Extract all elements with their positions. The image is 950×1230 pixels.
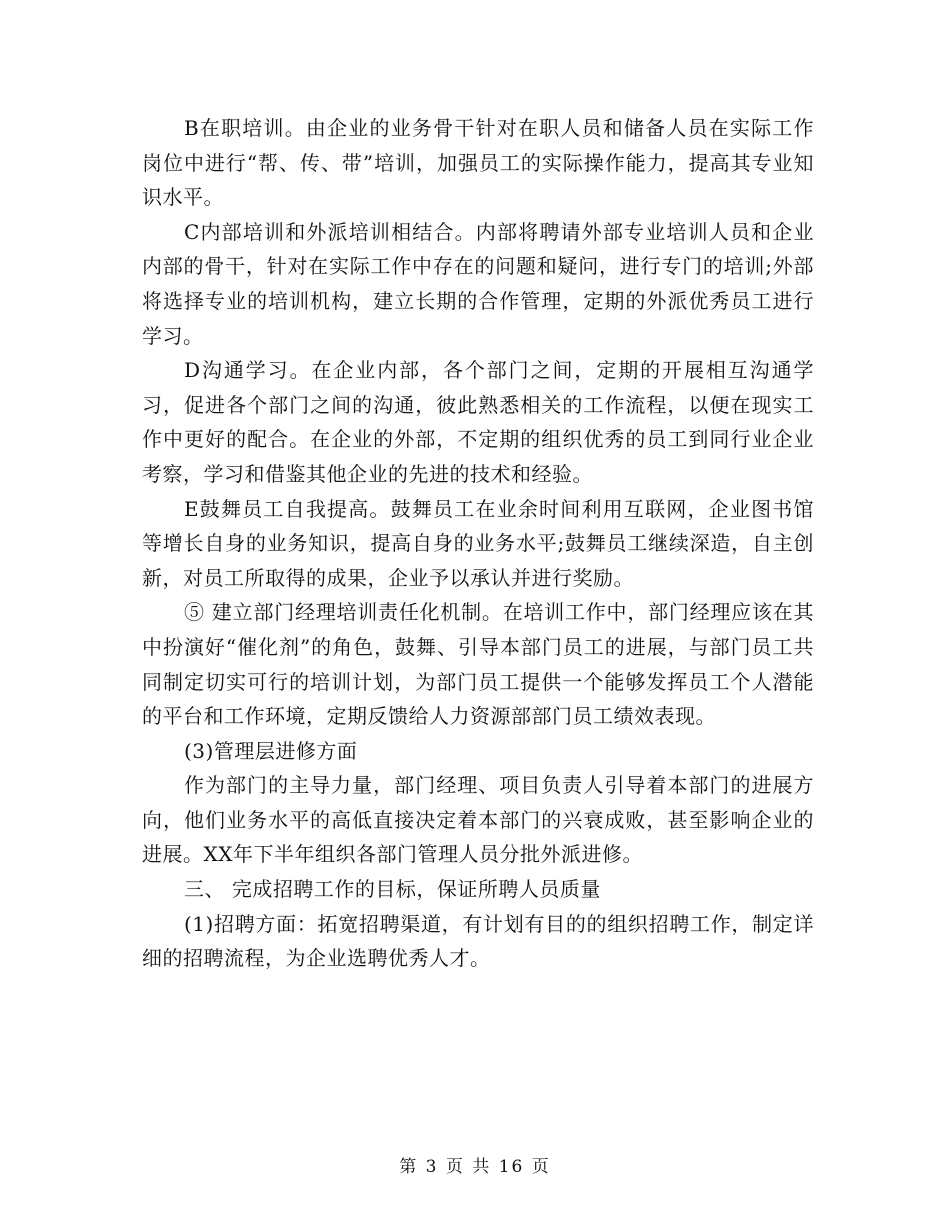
paragraph-b-onjob-training: B在职培训。由企业的业务骨干针对在职人员和储备人员在实际工作岗位中进行“帮、传、带”培训，加强员工的实际操作能力，提高其专业知识水平。 bbox=[142, 116, 814, 210]
paragraph-e-self-improvement: E鼓舞员工自我提高。鼓舞员工在业余时间利用互联网，企业图书馆等增长自身的业务知识，提高自身的业务水平;鼓舞员工继续深造，自主创新，对员工所取得的成果，企业予以承认并进行奖励。 bbox=[142, 496, 814, 590]
paragraph-d-communication-learning: D沟通学习。在企业内部，各个部门之间，定期的开展相互沟通学习，促进各个部门之间的沟通，彼此熟悉相关的工作流程，以便在现实工作中更好的配合。在企业的外部，不定期的组织优秀的员工到同行业企业考察，学习和借鉴其他企业的先进的技术和经验。 bbox=[142, 358, 814, 486]
page-number-footer: 第 3 页 共 16 页 bbox=[399, 1157, 551, 1177]
paragraph-c-internal-external-training: C内部培训和外派培训相结合。内部将聘请外部专业培训人员和企业内部的骨干，针对在实际工作中存在的问题和疑问，进行专门的培训;外部将选择专业的培训机构，建立长期的合作管理，定期的外派优秀员工进行学习。 bbox=[142, 219, 814, 348]
paragraph-recruitment: (1)招聘方面：拓宽招聘渠道，有计划有目的的组织招聘工作，制定详细的招聘流程，为企业选聘优秀人才。 bbox=[142, 911, 814, 971]
paragraph-management-training: 作为部门的主导力量，部门经理、项目负责人引导着本部门的进展方向，他们业务水平的高低直接决定着本部门的兴衰成败，甚至影响企业的进展。XX年下半年组织各部门管理人员分批外派进修。 bbox=[142, 773, 814, 867]
paragraph-manager-responsibility: ⑤ 建立部门经理培训责任化机制。在培训工作中，部门经理应该在其中扮演好“催化剂”的角色，鼓舞、引导本部门员工的进展，与部门员工共同制定切实可行的培训计划，为部门员工提供一个能够发挥员工个人潜能的平台和工作环境，定期反馈给人力资源部部门员工绩效表现。 bbox=[142, 600, 814, 729]
heading-recruitment-goals: 三、 完成招聘工作的目标，保证所聘人员质量 bbox=[184, 877, 601, 902]
document-body bbox=[142, 111, 814, 976]
heading-management-training: (3)管理层进修方面 bbox=[184, 738, 358, 763]
